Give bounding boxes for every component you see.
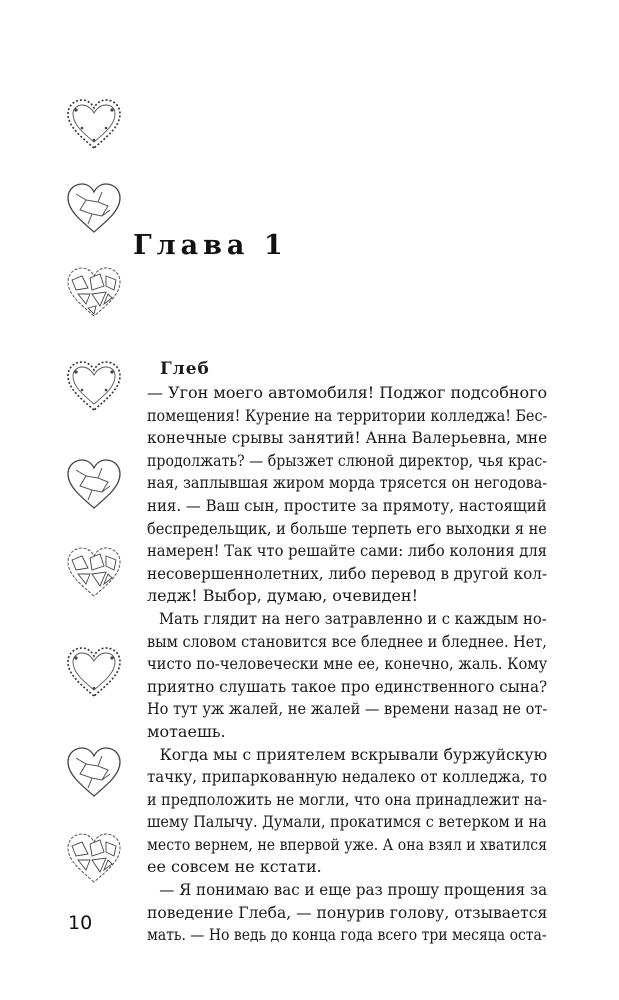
text-line: Мать глядит на него затравленно и с каждым но- bbox=[158, 608, 547, 628]
text-line: Когда мы с приятелем вскрывали буржуйскую bbox=[159, 744, 548, 764]
heart-floral-outline-icon bbox=[62, 644, 126, 702]
page-number: 10 bbox=[68, 912, 93, 934]
text-line: чисто по-человечески мне ее, конечно, жаль. Кому bbox=[147, 654, 548, 674]
section-heading: Глеб bbox=[160, 359, 210, 379]
text-line: помещения! Курение на территории колледжа! Бес- bbox=[147, 405, 548, 425]
text-line: шему Палычу. Думали, прокатимся с ветерком и на bbox=[147, 812, 547, 832]
text-line: намерен! Так что решайте сами: либо колония для bbox=[147, 541, 547, 561]
text-line: Но тут уж жалей, не жалей — времени назад не от- bbox=[147, 699, 548, 719]
heart-shattered-icon bbox=[62, 830, 126, 888]
heart-shattered-icon bbox=[62, 264, 126, 322]
chapter-title: Глава 1 bbox=[133, 230, 288, 261]
heart-cracked-icon bbox=[62, 180, 126, 238]
text-line: мотаешь. bbox=[147, 721, 226, 741]
text-line: — Угон моего автомобиля! Поджог подсобного bbox=[147, 383, 548, 402]
text-line: тачку, припаркованную недалеко от колледжа, то bbox=[147, 767, 548, 787]
text-line: ния. — Ваш сын, простите за прямоту, настоящий bbox=[147, 495, 547, 515]
text-line: несовершеннолетних, либо перевод в другой кол- bbox=[147, 563, 547, 583]
body-text bbox=[147, 382, 547, 947]
text-line: поведение Глеба, — понурив голову, отзывается bbox=[147, 902, 548, 922]
heart-cracked-icon bbox=[62, 744, 126, 802]
text-line: мать. — Но ведь до конца года всего три месяца оста- bbox=[147, 925, 547, 945]
text-line: вым словом становится все бледнее и бледнее. Нет, bbox=[147, 631, 547, 651]
text-line: место вернем, не впервой уже. А она взял и хватился bbox=[147, 834, 547, 854]
text-line: приятно слушать такое про единственного сына? bbox=[147, 676, 548, 696]
heart-floral-outline-icon bbox=[62, 358, 126, 416]
text-line: беспредельщик, и больше терпеть его выходки я не bbox=[147, 518, 547, 538]
text-line: ная, заплывшая жиром морда трясется он негодова- bbox=[147, 473, 548, 493]
text-line: ее совсем не кстати. bbox=[147, 857, 322, 877]
text-line: ледж! Выбор, думаю, очевиден! bbox=[147, 586, 419, 606]
text-line: продолжать? — брызжет слюной директор, чья крас- bbox=[147, 450, 548, 470]
text-line: конечные срывы занятий! Анна Валерьевна, мне bbox=[147, 428, 548, 448]
text-line: — Я понимаю вас и еще раз прошу прощения за bbox=[159, 880, 548, 900]
heart-floral-outline-icon bbox=[62, 96, 126, 154]
heart-cracked-icon bbox=[62, 456, 126, 514]
decorative-heart-column bbox=[62, 96, 132, 906]
heart-shattered-icon bbox=[62, 544, 126, 602]
text-line: и предположить не могли, что она принадлежит на- bbox=[147, 789, 548, 809]
